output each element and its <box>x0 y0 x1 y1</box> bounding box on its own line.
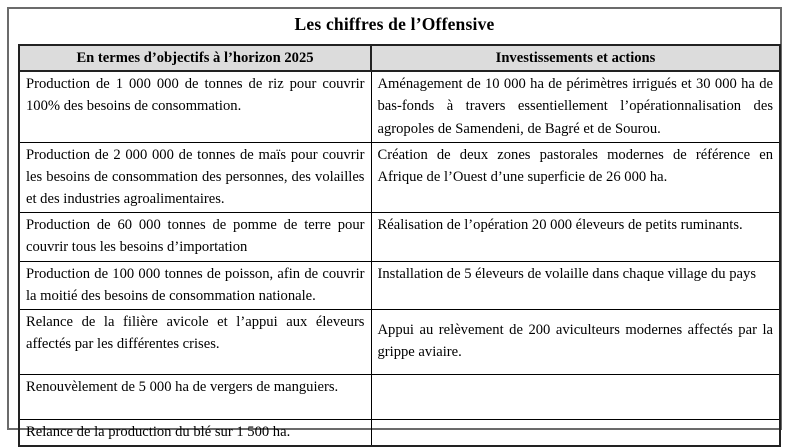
table-row <box>19 213 780 261</box>
action-cell: Réalisation de l’opération 20 000 éleveurs de petits ruminants. <box>371 213 780 261</box>
action-cell <box>371 374 780 419</box>
action-cell: Appui au relèvement de 200 aviculteurs modernes affectés par la grippe aviaire. <box>371 309 780 374</box>
table-row <box>19 71 780 142</box>
objective-cell: Production de 100 000 tonnes de poisson, afin de couvrir la moitié des besoins de consommation nationale. <box>19 261 371 309</box>
objectives-investments-table <box>18 44 781 447</box>
table-header-row <box>19 45 780 71</box>
table-row <box>19 142 780 213</box>
table-row <box>19 419 780 446</box>
page-title: Les chiffres de l’Offensive <box>294 14 495 34</box>
action-cell <box>371 419 780 446</box>
objective-cell: Relance de la production du blé sur 1 500 ha. <box>19 419 371 446</box>
objective-cell: Production de 2 000 000 de tonnes de maïs pour couvrir les besoins de consommation des personnes, des volailles et des industries agroalimentaires. <box>19 142 371 213</box>
column-header-objectives: En termes d’objectifs à l’horizon 2025 <box>19 45 371 71</box>
table-row <box>19 309 780 374</box>
action-cell: Aménagement de 10 000 ha de périmètres irrigués et 30 000 ha de bas-fonds à travers essentiellement l’opérationnalisation des agropoles de Samendeni, de Bagré et de Sourou. <box>371 71 780 142</box>
table-row <box>19 261 780 309</box>
table-row <box>19 374 780 419</box>
objective-cell: Renouvèlement de 5 000 ha de vergers de manguiers. <box>19 374 371 419</box>
action-cell: Installation de 5 éleveurs de volaille dans chaque village du pays <box>371 261 780 309</box>
objective-cell: Production de 1 000 000 de tonnes de riz pour couvrir 100% des besoins de consommation. <box>19 71 371 142</box>
action-cell: Création de deux zones pastorales modernes de référence en Afrique de l’Ouest d’une superficie de 26 000 ha. <box>371 142 780 213</box>
objective-cell: Production de 60 000 tonnes de pomme de terre pour couvrir tous les besoins d’importation <box>19 213 371 261</box>
column-header-investments: Investissements et actions <box>371 45 780 71</box>
page-frame <box>7 7 782 440</box>
objective-cell: Relance de la filière avicole et l’appui aux éleveurs affectés par les différentes crises. <box>19 309 371 374</box>
